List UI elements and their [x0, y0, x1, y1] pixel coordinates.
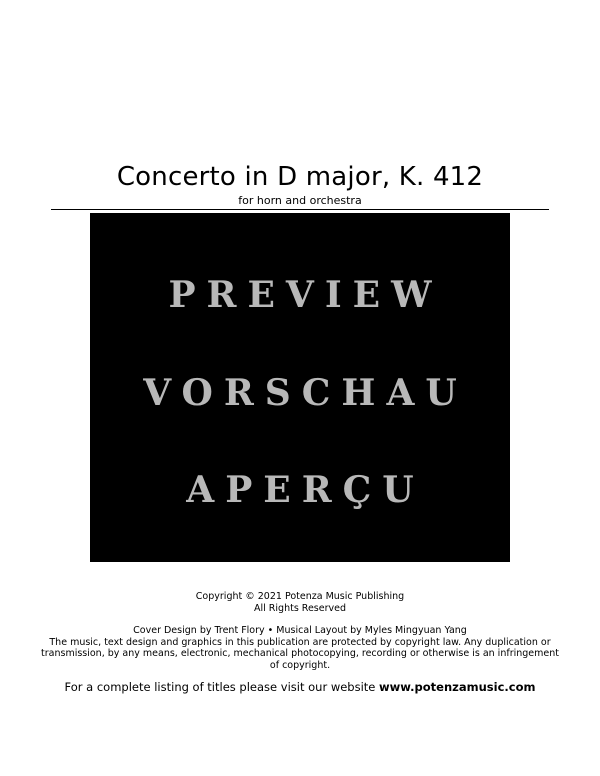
legal-block	[40, 625, 560, 671]
credits-text: Cover Design by Trent Flory • Musical Layout by Myles Mingyuan Yang	[133, 625, 467, 636]
watermark-line-vorschau: VORSCHAU	[143, 372, 468, 414]
copyright-text: Copyright © 2021 Potenza Music Publishing	[195, 591, 405, 602]
copyright-notice: The music, text design and graphics in this publication are protected by copyright law. Any duplication or transmission, by any means, electronic, mechanical photocopying, recording or otherwise is an infringement of copyright.	[41, 636, 559, 671]
watermark-line-preview: PREVIEW	[168, 274, 443, 316]
listing-text: For a complete listing of titles please visit our website	[64, 680, 380, 694]
copyright-block	[0, 591, 600, 615]
rights-text: All Rights Reserved	[254, 603, 346, 614]
title-divider	[51, 209, 549, 210]
preview-watermark-image	[90, 213, 510, 562]
watermark-line-apercu: APERÇU	[186, 469, 425, 511]
page-title: Concerto in D major, K. 412	[116, 162, 484, 192]
website-link[interactable]: www.potenzamusic.com	[379, 680, 536, 694]
page-subtitle: for horn and orchestra	[238, 194, 362, 207]
website-line	[0, 680, 600, 694]
